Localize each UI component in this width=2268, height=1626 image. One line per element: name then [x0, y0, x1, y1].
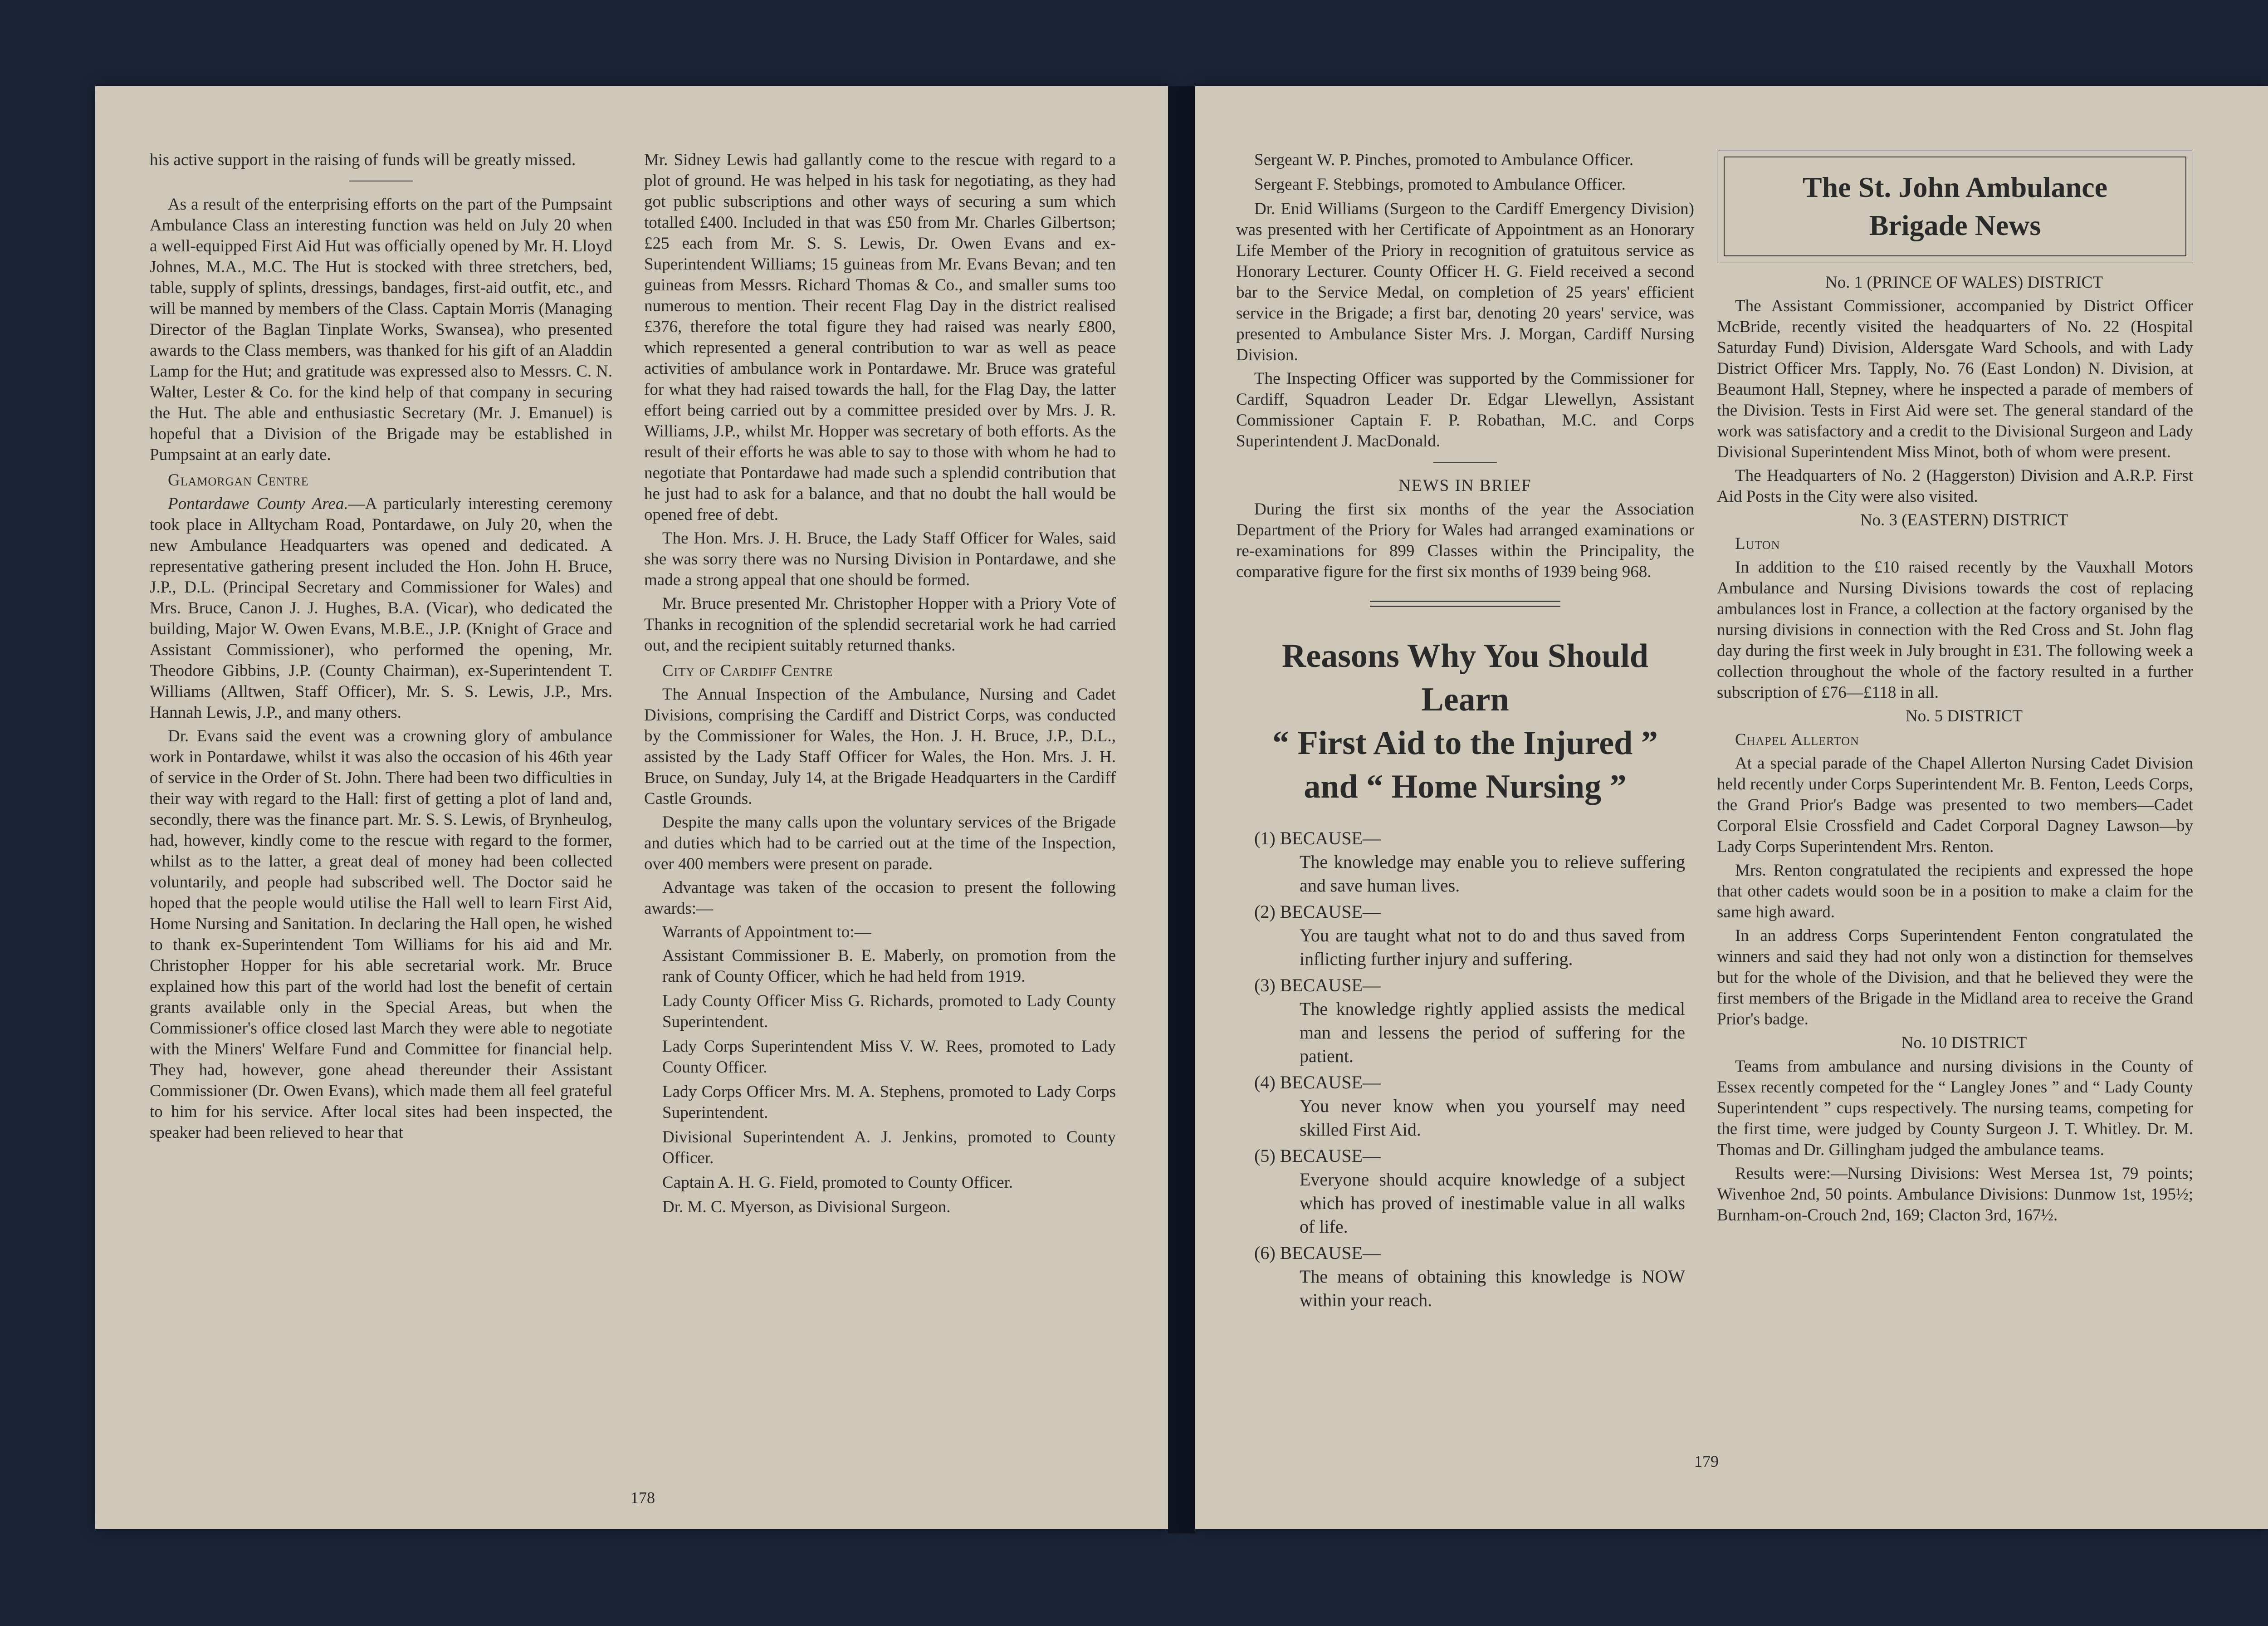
- paragraph: Teams from ambulance and nursing divisions in the County of Essex recently competed for the “ Langley Jones ” and “ Lady County Superintendent ” cups respectively. The nursing teams, competing for the first time, were judged by County Surgeon J. T. Whitley. Dr. M. Thomas and Dr. Gillingham judged the ambulance teams.: [1717, 1057, 2193, 1159]
- paragraph: Results were:—Nursing Divisions: West Mersea 1st, 79 points; Wivenhoe 2nd, 50 points. Ambulance Divisions: Dunmow 1st, 195½; Burnham-on-Crouch 2nd, 169; Clacton 3rd, 167½.: [1717, 1164, 2193, 1224]
- area-title: Pontardawe County Area.: [168, 495, 348, 513]
- masthead-title: [1724, 157, 2186, 256]
- paragraph: Advantage was taken of the occasion to present the following awards:—: [644, 878, 1116, 918]
- double-divider: [1370, 601, 1560, 607]
- right-column-2: [1717, 150, 2193, 1229]
- district-heading: No. 3 (EASTERN) DISTRICT: [1860, 511, 2068, 529]
- reason-number: (4) BECAUSE—: [1254, 1072, 1381, 1092]
- paragraph: In addition to the £10 raised recently by the Vauxhall Motors Ambulance and Nursing Divisions towards the cost of replacing ambulances lost in France, a collection at the factory organised by the nursing divisions in connection with the Red Cross and St. John flag day during the first week in July brought in £31. The following week a collection throughout the whole of the factory resulted in a further subscription of £76—£118 in all.: [1717, 558, 2193, 702]
- reason-text: The means of obtaining this knowledge is NOW within your reach.: [1300, 1266, 1685, 1310]
- masthead-line: The St. John Ambulance: [1802, 171, 2108, 203]
- reasons-title-line: and “ Home Nursing ”: [1304, 768, 1627, 805]
- reason-text: The knowledge rightly applied assists the medical man and lessens the period of suffering for the patient.: [1300, 999, 1685, 1066]
- masthead-line: Brigade News: [1869, 209, 2041, 241]
- list-item: Assistant Commissioner B. E. Maberly, on promotion from the rank of County Officer, which he had held from 1919.: [662, 946, 1116, 986]
- paragraph: Mr. Sidney Lewis had gallantly come to the rescue with regard to a plot of ground. He was helped in his task for negotiating, as they had got public subscriptions and other ways of securing a sum which totalled £400. Included in that was £50 from Mr. Charles Gilbertson; £25 each from Mr. S. S. Lewis, Dr. Owen Evans and ex-Superintendent Williams; 15 guineas from Mr. Evans Bevan; and ten guineas from Messrs. Richard Thomas & Co., and smaller sums too numerous to mention. Their recent Flag Day in the district realised £376, therefore the total figure they had raised was nearly £800, which represented a general contribution to war as well as peace activities of ambulance work in Pontardawe. Mr. Bruce was grateful for what they had raised towards the hall, for the Flag Day, the latter effort being carried out by a committee presided over by Mrs. J. R. Williams, J.P., whilst Mr. Hopper was secretary of both efforts. As the result of their efforts he was able to say to those with whom he had to negotiate that Pontardawe had made such a splendid contribution that he just had to ask for a balance, and that no doubt the hall would be opened free of debt.: [644, 151, 1116, 524]
- divider: [1433, 462, 1497, 463]
- paragraph: Dr. Evans said the event was a crowning glory of ambulance work in Pontardawe, whilst it was also the occasion of his 46th year of service in the Order of St. John. There had been two difficulties in their way with regard to the Hall: first of getting a plot of land and, secondly, there was the finance part. Mr. S. S. Lewis, of Brynheulog, had, however, kindly come to the rescue with regard to the former, whilst as to the latter, a great deal of money had been collected voluntarily, and people had subscribed well. The Doctor said he hoped that the people would utilise the Hall well to learn First Aid, Home Nursing and Sanitation. In declaring the Hall open, he wished to thank ex-Superintendent Tom Williams for his aid and Mr. Christopher Hopper for his able secretarial work. Mr. Bruce explained how this part of the world had lost the benefit of certain grants available only in the Special Areas, but when the Commissioner's office closed last March they were able to negotiate with the Miners' Welfare Fund and Committee for financial help. They had, however, gone ahead thereunder their Assistant Commissioner (Dr. Owen Evans), which made them all feel grateful to him for his service. After local sites had been inspected, the speaker had been relieved to hear that: [150, 727, 612, 1142]
- subheading: Luton: [1735, 534, 1780, 553]
- paragraph: At a special parade of the Chapel Allerton Nursing Cadet Division held recently under Corps Superintendent Mr. B. Fenton, Leeds Corps, the Grand Prior's Badge was presented to two members—Cadet Corporal Elsie Crossfield and Cadet Corporal Dagney Lawson—by Lady Corps Superintendent Mrs. Renton.: [1717, 754, 2193, 856]
- reason-number: (2) BECAUSE—: [1254, 901, 1381, 922]
- list-item: Captain A. H. G. Field, promoted to County Officer.: [662, 1173, 1013, 1192]
- right-column-1: [1236, 150, 1694, 1315]
- list-item: Dr. M. C. Myerson, as Divisional Surgeon.: [662, 1198, 951, 1216]
- paragraph: The Assistant Commissioner, accompanied by District Officer McBride, recently visited the headquarters of No. 22 (Hospital Saturday Fund) Division, Aldersgate Ward Schools, and with Lady District Officer Mrs. Tapply, No. 76 (East London) N. Division, at Beaumont Hall, Stepney, where he inspected a parade of members of the Division. Tests in First Aid were set. The general standard of the work was satisfactory and a credit to the Divisional Surgeon and Lady Divisional Superintendent Miss Minot, both of whom were present.: [1717, 297, 2193, 461]
- awards-list: [644, 945, 1116, 1218]
- reason-number: (1) BECAUSE—: [1254, 828, 1381, 848]
- reason-text: You are taught what not to do and thus saved from inflicting further injury and suffering.: [1300, 925, 1685, 969]
- list-item: Lady County Officer Miss G. Richards, promoted to Lady County Superintendent.: [662, 992, 1116, 1031]
- left-column-2: [644, 150, 1116, 1221]
- reason-text: Everyone should acquire knowledge of a subject which has proved of inestimable value in all walks of life.: [1300, 1169, 1685, 1237]
- paragraph-text: —A particularly interesting ceremony took place in Alltycham Road, Pontardawe, on July 20, when the new Ambulance Headquarters was opened and dedicated. A representative gathering present included the Hon. John H. Bruce, J.P., D.L. (Principal Secretary and Commissioner for Wales) and Mrs. Bruce, Canon J. J. Hughes, B.A. (Vicar), who dedicated the building, Major W. Owen Evans, M.B.E., J.P. (Knight of Grace and Assistant Commissioner), who performed the opening, Mr. Theodore Gibbins, J.P. (County Chairman), ex-Superintendent T. Williams (Alltwen, Staff Officer), Mr. S. S. Lewis, J.P., Mrs. Hannah Lewis, J.P., and many others.: [150, 495, 612, 722]
- brigade-news-masthead: [1717, 150, 2193, 263]
- reason-number: (6) BECAUSE—: [1254, 1243, 1381, 1263]
- paragraph: Mrs. Renton congratulated the recipients and expressed the hope that other cadets would soon be in a position to make a claim for the same high award.: [1717, 861, 2193, 921]
- district-heading: No. 1 (PRINCE OF WALES) DISTRICT: [1825, 273, 2103, 292]
- news-heading: NEWS IN BRIEF: [1398, 476, 1532, 495]
- page-number: 178: [631, 1489, 655, 1507]
- paragraph: The Inspecting Officer was supported by the Commissioner for Cardiff, Squadron Leader Dr. Edgar Llewellyn, Assistant Commissioner Captain F. P. Robathan, M.C. and Corps Superintendent J. MacDonald.: [1236, 369, 1694, 451]
- reason-item: [1254, 974, 1685, 1068]
- subheading: Chapel Allerton: [1735, 730, 1859, 749]
- district-heading: No. 10 DISTRICT: [1901, 1033, 2027, 1052]
- paragraph: Dr. Enid Williams (Surgeon to the Cardiff Emergency Division) was presented with her Certificate of Appointment as an Honorary Life Member of the Priory in recognition of gratuitous service as Honorary Lecturer. County Officer H. G. Field received a second bar to the Service Medal, on completion of 25 years' efficient service in the Brigade; a first bar, denoting 20 years' service, was presented to Ambulance Sister Mrs. J. Morgan, Cardiff Nursing Division.: [1236, 200, 1694, 364]
- reason-item: [1254, 827, 1685, 897]
- paragraph: his active support in the raising of funds will be greatly missed.: [150, 151, 576, 169]
- binding-gutter: [1168, 86, 1195, 1533]
- section-heading: City of Cardiff Centre: [662, 661, 833, 680]
- paragraph: [150, 494, 612, 723]
- paragraph: As a result of the enterprising efforts on the part of the Pumpsaint Ambulance Class an interesting function was held on July 20 when a well-equipped First Aid Hut was officially opened by Mr. H. Lloyd Johnes, M.A., M.C. The Hut is stocked with three stretchers, bed, table, supply of splints, dressings, bandages, first-aid outfit, etc., and will be manned by members of the Class. Captain Morris (Managing Director of the Baglan Tinplate Works, Swansea), who presented awards to the Class members, was thanked for his gift of an Aladdin Lamp for the Hut; and gratitude was expressed also to Messrs. C. N. Walter, Lester & Co. for the kind help of that company in securing the Hut. The able and enthusiastic Secretary (Mr. J. Emanuel) is hopeful that a Division of the Brigade may be established in Pumpsaint at an early date.: [150, 195, 612, 464]
- reasons-list: [1236, 827, 1694, 1312]
- paragraph: The Annual Inspection of the Ambulance, Nursing and Cadet Divisions, comprising the Cardiff and District Corps, was conducted by the Commissioner for Wales, the Hon. J. H. Bruce, J.P., D.L., assisted by the Lady Staff Officer for Wales, the Hon. Mrs. J. H. Bruce, on Sunday, July 14, at the Brigade Headquarters in the Cardiff Castle Grounds.: [644, 685, 1116, 808]
- promotions-list: [1236, 150, 1694, 195]
- paragraph: Despite the many calls upon the voluntary services of the Brigade and duties which had to be carried out at the time of the Inspection, over 400 members were present on parade.: [644, 813, 1116, 873]
- reason-text: You never know when you yourself may need skilled First Aid.: [1300, 1096, 1685, 1140]
- list-item: Sergeant F. Stebbings, promoted to Ambulance Officer.: [1254, 175, 1626, 194]
- list-item: Lady Corps Superintendent Miss V. W. Rees, promoted to Lady County Officer.: [662, 1037, 1116, 1077]
- left-page: [95, 86, 1168, 1529]
- reasons-title-line: “ First Aid to the Injured ”: [1272, 725, 1658, 762]
- list-item: Sergeant W. P. Pinches, promoted to Ambulance Officer.: [1254, 151, 1634, 169]
- magazine-spread: [95, 86, 2268, 1533]
- reason-item: [1254, 1071, 1685, 1141]
- reason-item: [1254, 900, 1685, 971]
- paragraph: Warrants of Appointment to:—: [662, 923, 871, 941]
- paragraph: The Hon. Mrs. J. H. Bruce, the Lady Staff Officer for Wales, said she was sorry there was no Nursing Division in Pontardawe, and she made a strong appeal that one should be formed.: [644, 529, 1116, 589]
- section-heading: Glamorgan Centre: [168, 471, 309, 490]
- paragraph: During the first six months of the year the Association Department of the Priory for Wales had arranged examinations or re-examinations for 899 Classes within the Principality, the comparative figure for the first six months of 1939 being 968.: [1236, 500, 1694, 581]
- list-item: Lady Corps Officer Mrs. M. A. Stephens, promoted to Lady Corps Superintendent.: [662, 1082, 1116, 1122]
- page-number: 179: [1694, 1452, 1719, 1470]
- reason-item: [1254, 1241, 1685, 1312]
- left-column-1: [150, 150, 612, 1146]
- right-page: [1195, 86, 2268, 1529]
- paragraph: Mr. Bruce presented Mr. Christopher Hopper with a Priory Vote of Thanks in recognition of the splendid secretarial work he had carried out, and the recipient suitably returned thanks.: [644, 594, 1116, 655]
- list-item: Divisional Superintendent A. J. Jenkins, promoted to County Officer.: [662, 1128, 1116, 1167]
- reason-item: [1254, 1144, 1685, 1239]
- paragraph: In an address Corps Superintendent Fenton congratulated the winners and said they had not only won a distinction for themselves but for the whole of the Division, and that he believed they were the first members of the Brigade in the Midland area to receive the Grand Prior's badge.: [1717, 926, 2193, 1028]
- reasons-title-line: Reasons Why You Should Learn: [1281, 637, 1649, 718]
- reason-number: (3) BECAUSE—: [1254, 975, 1381, 995]
- district-heading: No. 5 DISTRICT: [1906, 707, 2023, 725]
- reasons-title: [1236, 634, 1694, 808]
- reason-text: The knowledge may enable you to relieve suffering and save human lives.: [1300, 852, 1685, 896]
- paragraph: The Headquarters of No. 2 (Haggerston) Division and A.R.P. First Aid Posts in the City were also visited.: [1717, 466, 2193, 506]
- reason-number: (5) BECAUSE—: [1254, 1146, 1381, 1166]
